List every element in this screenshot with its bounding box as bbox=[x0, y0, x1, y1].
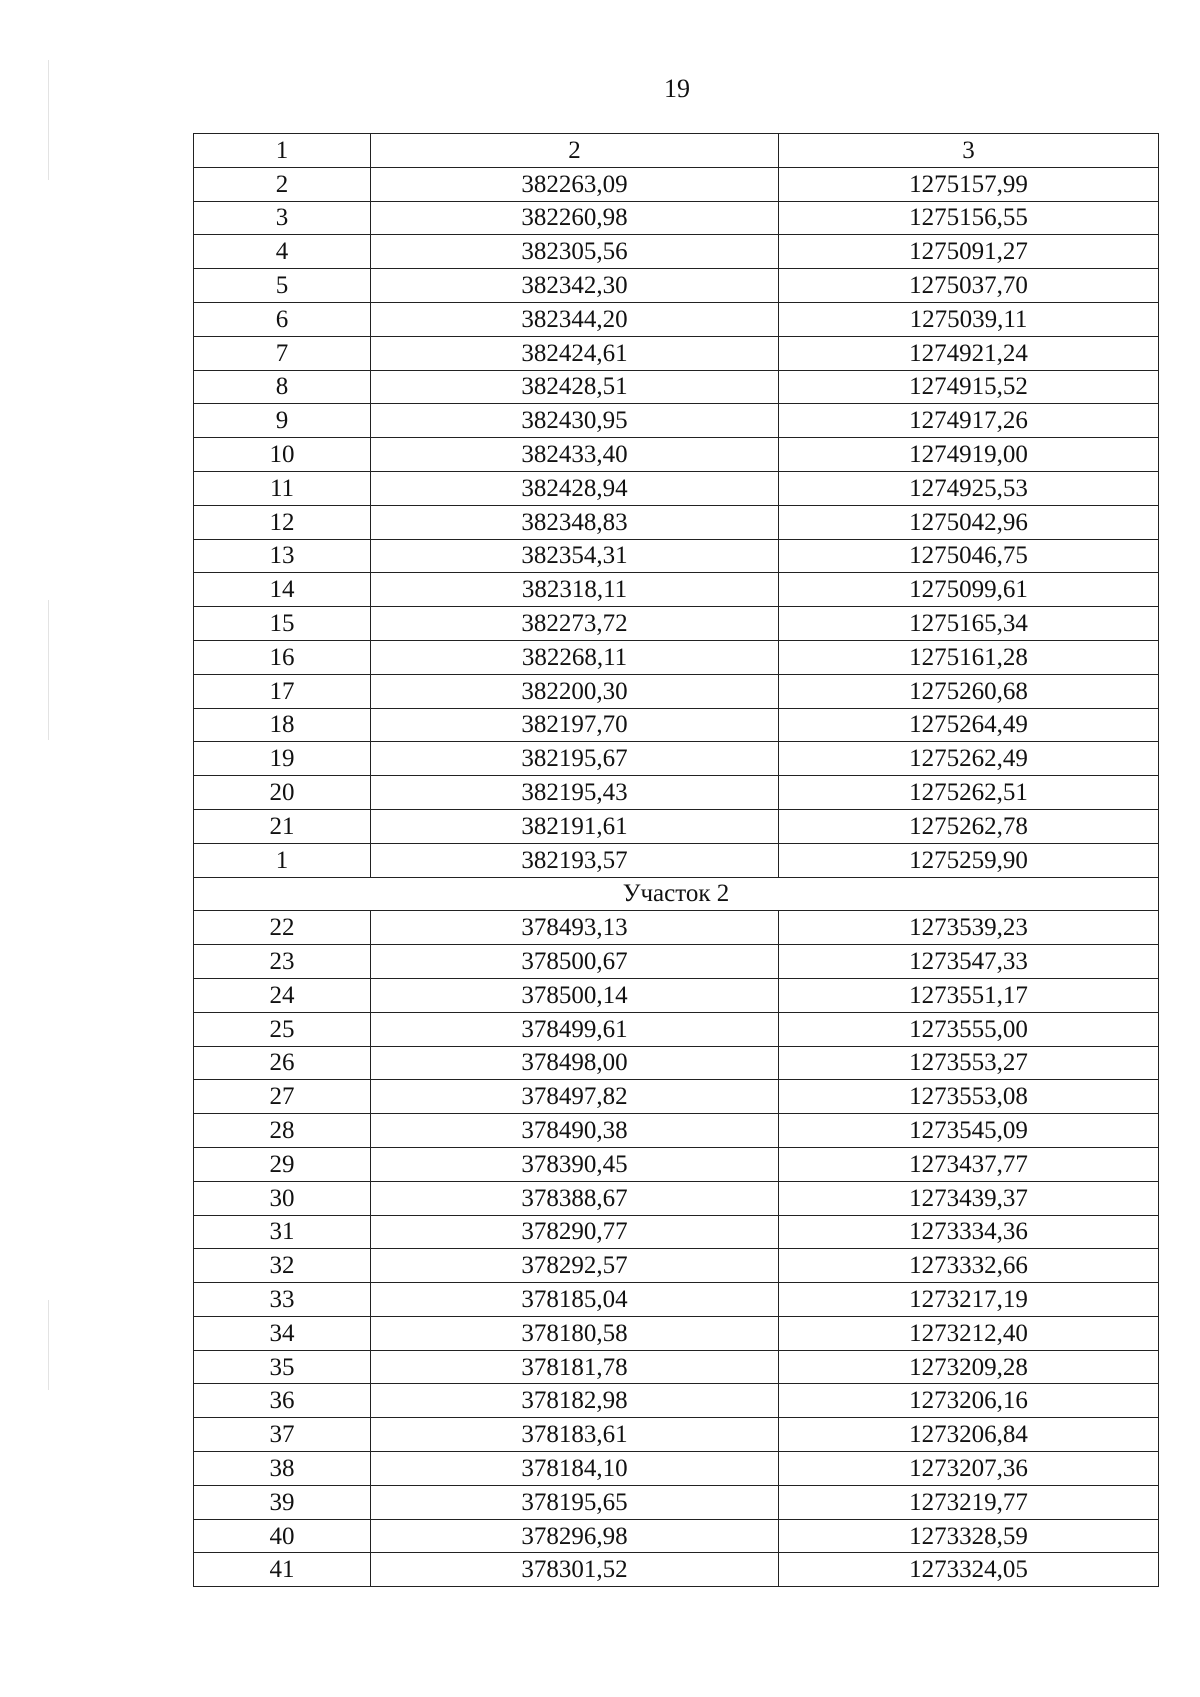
cell-x-coordinate: 378498,00 bbox=[371, 1046, 779, 1080]
cell-y-coordinate: 1275262,51 bbox=[779, 776, 1159, 810]
table-row bbox=[194, 505, 1159, 539]
cell-x-coordinate: 382428,94 bbox=[371, 471, 779, 505]
cell-point-number: 11 bbox=[194, 471, 371, 505]
cell-point-number: 29 bbox=[194, 1147, 371, 1181]
cell-y-coordinate: 1275264,49 bbox=[779, 708, 1159, 742]
cell-x-coordinate: 378296,98 bbox=[371, 1519, 779, 1553]
cell-y-coordinate: 1273332,66 bbox=[779, 1249, 1159, 1283]
cell-y-coordinate: 1275161,28 bbox=[779, 640, 1159, 674]
table-row bbox=[194, 911, 1159, 945]
cell-point-number: 14 bbox=[194, 573, 371, 607]
page-number: 19 bbox=[664, 74, 690, 103]
cell-x-coordinate: 382273,72 bbox=[371, 607, 779, 641]
cell-x-coordinate: 382191,61 bbox=[371, 809, 779, 843]
table-row bbox=[194, 1080, 1159, 1114]
cell-point-number: 20 bbox=[194, 776, 371, 810]
cell-point-number: 38 bbox=[194, 1452, 371, 1486]
table-row bbox=[194, 674, 1159, 708]
cell-point-number: 3 bbox=[194, 201, 371, 235]
section-title-row bbox=[194, 877, 1159, 911]
cell-y-coordinate: 1275099,61 bbox=[779, 573, 1159, 607]
cell-point-number: 34 bbox=[194, 1316, 371, 1350]
table-row bbox=[194, 336, 1159, 370]
cell-point-number: 6 bbox=[194, 302, 371, 336]
cell-y-coordinate: 1275157,99 bbox=[779, 167, 1159, 201]
table-row bbox=[194, 607, 1159, 641]
table-row bbox=[194, 708, 1159, 742]
cell-point-number: 41 bbox=[194, 1553, 371, 1587]
cell-point-number: 2 bbox=[194, 167, 371, 201]
cell-point-number: 32 bbox=[194, 1249, 371, 1283]
cell-x-coordinate: 382200,30 bbox=[371, 674, 779, 708]
cell-x-coordinate: 378290,77 bbox=[371, 1215, 779, 1249]
table-row bbox=[194, 1249, 1159, 1283]
table-row bbox=[194, 978, 1159, 1012]
header-cell-point: 1 bbox=[194, 134, 371, 168]
cell-y-coordinate: 1275260,68 bbox=[779, 674, 1159, 708]
cell-y-coordinate: 1273437,77 bbox=[779, 1147, 1159, 1181]
table-row bbox=[194, 1350, 1159, 1384]
cell-y-coordinate: 1274919,00 bbox=[779, 438, 1159, 472]
coordinates-table bbox=[193, 133, 1159, 1587]
cell-x-coordinate: 382263,09 bbox=[371, 167, 779, 201]
table-row bbox=[194, 269, 1159, 303]
table-row bbox=[194, 1181, 1159, 1215]
cell-point-number: 27 bbox=[194, 1080, 371, 1114]
table-row bbox=[194, 539, 1159, 573]
cell-y-coordinate: 1273553,27 bbox=[779, 1046, 1159, 1080]
cell-point-number: 21 bbox=[194, 809, 371, 843]
table-row bbox=[194, 843, 1159, 877]
cell-y-coordinate: 1273545,09 bbox=[779, 1114, 1159, 1148]
table-row bbox=[194, 1519, 1159, 1553]
cell-point-number: 19 bbox=[194, 742, 371, 776]
cell-y-coordinate: 1275262,78 bbox=[779, 809, 1159, 843]
cell-y-coordinate: 1275046,75 bbox=[779, 539, 1159, 573]
cell-x-coordinate: 382342,30 bbox=[371, 269, 779, 303]
cell-y-coordinate: 1273553,08 bbox=[779, 1080, 1159, 1114]
cell-point-number: 4 bbox=[194, 235, 371, 269]
table-row bbox=[194, 809, 1159, 843]
table-row bbox=[194, 1114, 1159, 1148]
table-row bbox=[194, 201, 1159, 235]
cell-point-number: 16 bbox=[194, 640, 371, 674]
cell-y-coordinate: 1273334,36 bbox=[779, 1215, 1159, 1249]
cell-y-coordinate: 1275262,49 bbox=[779, 742, 1159, 776]
cell-x-coordinate: 382195,67 bbox=[371, 742, 779, 776]
cell-x-coordinate: 378500,67 bbox=[371, 945, 779, 979]
cell-point-number: 23 bbox=[194, 945, 371, 979]
cell-x-coordinate: 378490,38 bbox=[371, 1114, 779, 1148]
cell-y-coordinate: 1273551,17 bbox=[779, 978, 1159, 1012]
table-row bbox=[194, 1012, 1159, 1046]
table-row bbox=[194, 573, 1159, 607]
cell-point-number: 35 bbox=[194, 1350, 371, 1384]
cell-x-coordinate: 378499,61 bbox=[371, 1012, 779, 1046]
table-header-row bbox=[194, 134, 1159, 168]
cell-y-coordinate: 1275091,27 bbox=[779, 235, 1159, 269]
cell-point-number: 22 bbox=[194, 911, 371, 945]
cell-x-coordinate: 382348,83 bbox=[371, 505, 779, 539]
cell-x-coordinate: 378388,67 bbox=[371, 1181, 779, 1215]
cell-x-coordinate: 382195,43 bbox=[371, 776, 779, 810]
cell-x-coordinate: 382193,57 bbox=[371, 843, 779, 877]
cell-y-coordinate: 1273207,36 bbox=[779, 1452, 1159, 1486]
table-row bbox=[194, 235, 1159, 269]
cell-y-coordinate: 1273219,77 bbox=[779, 1485, 1159, 1519]
table-row bbox=[194, 438, 1159, 472]
cell-point-number: 30 bbox=[194, 1181, 371, 1215]
cell-y-coordinate: 1273206,16 bbox=[779, 1384, 1159, 1418]
cell-y-coordinate: 1274925,53 bbox=[779, 471, 1159, 505]
table-row bbox=[194, 1316, 1159, 1350]
table-row bbox=[194, 1046, 1159, 1080]
table-row bbox=[194, 1418, 1159, 1452]
cell-x-coordinate: 382428,51 bbox=[371, 370, 779, 404]
section-title: Участок 2 bbox=[194, 877, 1159, 911]
table-row bbox=[194, 1384, 1159, 1418]
cell-point-number: 25 bbox=[194, 1012, 371, 1046]
cell-y-coordinate: 1274915,52 bbox=[779, 370, 1159, 404]
table-row bbox=[194, 302, 1159, 336]
table-body bbox=[194, 134, 1159, 1587]
cell-point-number: 31 bbox=[194, 1215, 371, 1249]
table-row bbox=[194, 640, 1159, 674]
cell-point-number: 12 bbox=[194, 505, 371, 539]
scan-margin-line bbox=[48, 1300, 49, 1390]
cell-y-coordinate: 1273324,05 bbox=[779, 1553, 1159, 1587]
table-row bbox=[194, 1485, 1159, 1519]
cell-x-coordinate: 378497,82 bbox=[371, 1080, 779, 1114]
cell-y-coordinate: 1275165,34 bbox=[779, 607, 1159, 641]
cell-y-coordinate: 1275156,55 bbox=[779, 201, 1159, 235]
cell-y-coordinate: 1275037,70 bbox=[779, 269, 1159, 303]
cell-x-coordinate: 378183,61 bbox=[371, 1418, 779, 1452]
cell-y-coordinate: 1273206,84 bbox=[779, 1418, 1159, 1452]
cell-x-coordinate: 382433,40 bbox=[371, 438, 779, 472]
cell-point-number: 24 bbox=[194, 978, 371, 1012]
cell-x-coordinate: 382197,70 bbox=[371, 708, 779, 742]
table-row bbox=[194, 1452, 1159, 1486]
header-cell-y: 3 bbox=[779, 134, 1159, 168]
cell-x-coordinate: 378195,65 bbox=[371, 1485, 779, 1519]
cell-point-number: 9 bbox=[194, 404, 371, 438]
cell-y-coordinate: 1273217,19 bbox=[779, 1283, 1159, 1317]
cell-point-number: 37 bbox=[194, 1418, 371, 1452]
cell-point-number: 28 bbox=[194, 1114, 371, 1148]
cell-point-number: 33 bbox=[194, 1283, 371, 1317]
cell-x-coordinate: 382430,95 bbox=[371, 404, 779, 438]
cell-x-coordinate: 382354,31 bbox=[371, 539, 779, 573]
cell-y-coordinate: 1273547,33 bbox=[779, 945, 1159, 979]
cell-point-number: 15 bbox=[194, 607, 371, 641]
cell-y-coordinate: 1274917,26 bbox=[779, 404, 1159, 438]
cell-y-coordinate: 1273212,40 bbox=[779, 1316, 1159, 1350]
cell-point-number: 39 bbox=[194, 1485, 371, 1519]
cell-x-coordinate: 378301,52 bbox=[371, 1553, 779, 1587]
cell-x-coordinate: 382424,61 bbox=[371, 336, 779, 370]
cell-x-coordinate: 378180,58 bbox=[371, 1316, 779, 1350]
cell-point-number: 13 bbox=[194, 539, 371, 573]
cell-point-number: 40 bbox=[194, 1519, 371, 1553]
cell-x-coordinate: 382344,20 bbox=[371, 302, 779, 336]
cell-y-coordinate: 1273209,28 bbox=[779, 1350, 1159, 1384]
cell-point-number: 18 bbox=[194, 708, 371, 742]
table-row bbox=[194, 471, 1159, 505]
cell-x-coordinate: 378493,13 bbox=[371, 911, 779, 945]
table-row bbox=[194, 1215, 1159, 1249]
table-row bbox=[194, 742, 1159, 776]
cell-x-coordinate: 378500,14 bbox=[371, 978, 779, 1012]
cell-x-coordinate: 382260,98 bbox=[371, 201, 779, 235]
cell-x-coordinate: 378390,45 bbox=[371, 1147, 779, 1181]
cell-y-coordinate: 1273328,59 bbox=[779, 1519, 1159, 1553]
cell-y-coordinate: 1273539,23 bbox=[779, 911, 1159, 945]
cell-point-number: 36 bbox=[194, 1384, 371, 1418]
cell-point-number: 7 bbox=[194, 336, 371, 370]
cell-x-coordinate: 378182,98 bbox=[371, 1384, 779, 1418]
cell-x-coordinate: 378184,10 bbox=[371, 1452, 779, 1486]
cell-x-coordinate: 382305,56 bbox=[371, 235, 779, 269]
cell-x-coordinate: 378181,78 bbox=[371, 1350, 779, 1384]
table-row bbox=[194, 370, 1159, 404]
table-row bbox=[194, 1147, 1159, 1181]
table-row bbox=[194, 945, 1159, 979]
scan-margin-line bbox=[48, 600, 49, 740]
cell-y-coordinate: 1274921,24 bbox=[779, 336, 1159, 370]
table-row bbox=[194, 1553, 1159, 1587]
cell-y-coordinate: 1273555,00 bbox=[779, 1012, 1159, 1046]
cell-point-number: 10 bbox=[194, 438, 371, 472]
cell-point-number: 1 bbox=[194, 843, 371, 877]
cell-point-number: 26 bbox=[194, 1046, 371, 1080]
cell-x-coordinate: 382318,11 bbox=[371, 573, 779, 607]
cell-x-coordinate: 378185,04 bbox=[371, 1283, 779, 1317]
cell-point-number: 17 bbox=[194, 674, 371, 708]
table-row bbox=[194, 776, 1159, 810]
cell-y-coordinate: 1275039,11 bbox=[779, 302, 1159, 336]
table-row bbox=[194, 167, 1159, 201]
cell-y-coordinate: 1273439,37 bbox=[779, 1181, 1159, 1215]
cell-x-coordinate: 382268,11 bbox=[371, 640, 779, 674]
table-row bbox=[194, 404, 1159, 438]
cell-x-coordinate: 378292,57 bbox=[371, 1249, 779, 1283]
cell-y-coordinate: 1275042,96 bbox=[779, 505, 1159, 539]
cell-point-number: 5 bbox=[194, 269, 371, 303]
table-row bbox=[194, 1283, 1159, 1317]
cell-point-number: 8 bbox=[194, 370, 371, 404]
header-cell-x: 2 bbox=[371, 134, 779, 168]
cell-y-coordinate: 1275259,90 bbox=[779, 843, 1159, 877]
